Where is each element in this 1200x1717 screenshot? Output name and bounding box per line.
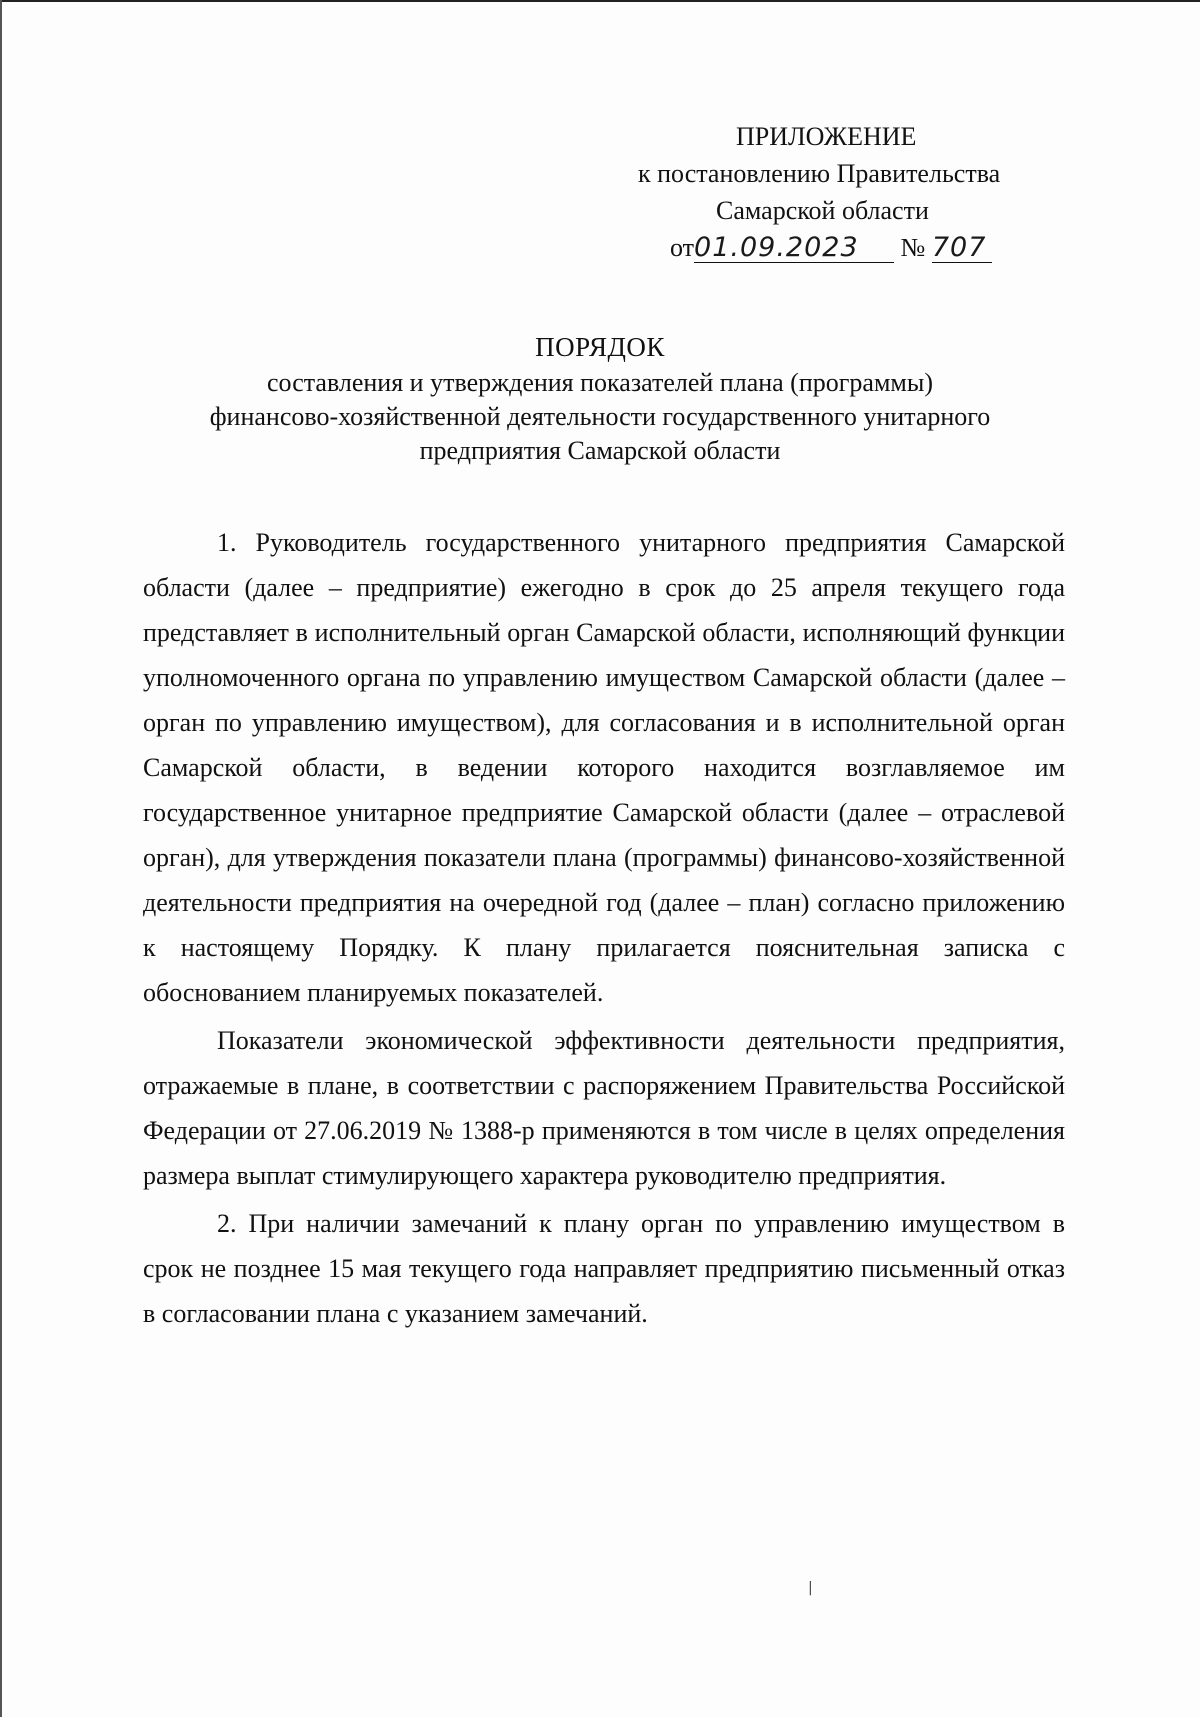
document-body xyxy=(143,520,1065,1336)
handwritten-number: 707 xyxy=(932,234,992,263)
document-title-block xyxy=(140,330,1060,468)
paragraph-1: 1. Руководитель государственного унитарного предприятия Самарской области (далее – предприятие) ежегодно в срок до 25 апреля текущего года представляет в исполнительный орган Самарской области, исполняющий функции уполномоченного органа по управлению имуществом Самарской области (далее – орган по управлению имуществом), для согласования и в исполнительной орган Самарской области, в ведении которого находится возглавляемое им государственное унитарное предприятие Самарской области (далее – отраслевой орган), для утверждения показатели плана (программы) финансово-хозяйственной деятельности предприятия на очередной год (далее – план) согласно приложению к настоящему Порядку. К плану прилагается пояснительная записка с обоснованием планируемых показателей. xyxy=(143,528,1065,1007)
handwritten-date: 01.09.2023 xyxy=(694,234,894,263)
appendix-date-line xyxy=(560,229,1120,266)
appendix-header xyxy=(560,118,1120,266)
paragraph-2: Показатели экономической эффективности деятельности предприятия, отражаемые в плане, в соответствии с распоряжением Правительства Российской Федерации от 27.06.2019 № 1388-р применяются в том числе в целях определения размера выплат стимулирующего характера руководителю предприятия. xyxy=(143,1026,1065,1190)
number-label: № xyxy=(900,233,926,262)
paragraph-3: 2. При наличии замечаний к плану орган по управлению имуществом в срок не позднее 15 мая текущего года направляет предприятию письменный отказ в согласовании плана с указанием замечаний. xyxy=(143,1209,1065,1328)
subtitle-line-2: финансово-хозяйственной деятельности государственного унитарного xyxy=(209,402,991,431)
appendix-line-region: Самарской области xyxy=(716,196,929,225)
from-label: от xyxy=(670,233,695,262)
scan-edge-left xyxy=(0,0,2,1717)
subtitle-line-3: предприятия Самарской области xyxy=(419,436,781,465)
subtitle-line-1: составления и утверждения показателей плана (программы) xyxy=(267,368,933,397)
appendix-line-resolution: к постановлению Правительства xyxy=(638,159,1001,188)
appendix-title: ПРИЛОЖЕНИЕ xyxy=(736,122,917,151)
document-title: ПОРЯДОК xyxy=(535,332,665,362)
scan-edge-top xyxy=(0,0,1200,2)
scan-speck: | xyxy=(808,1580,813,1596)
